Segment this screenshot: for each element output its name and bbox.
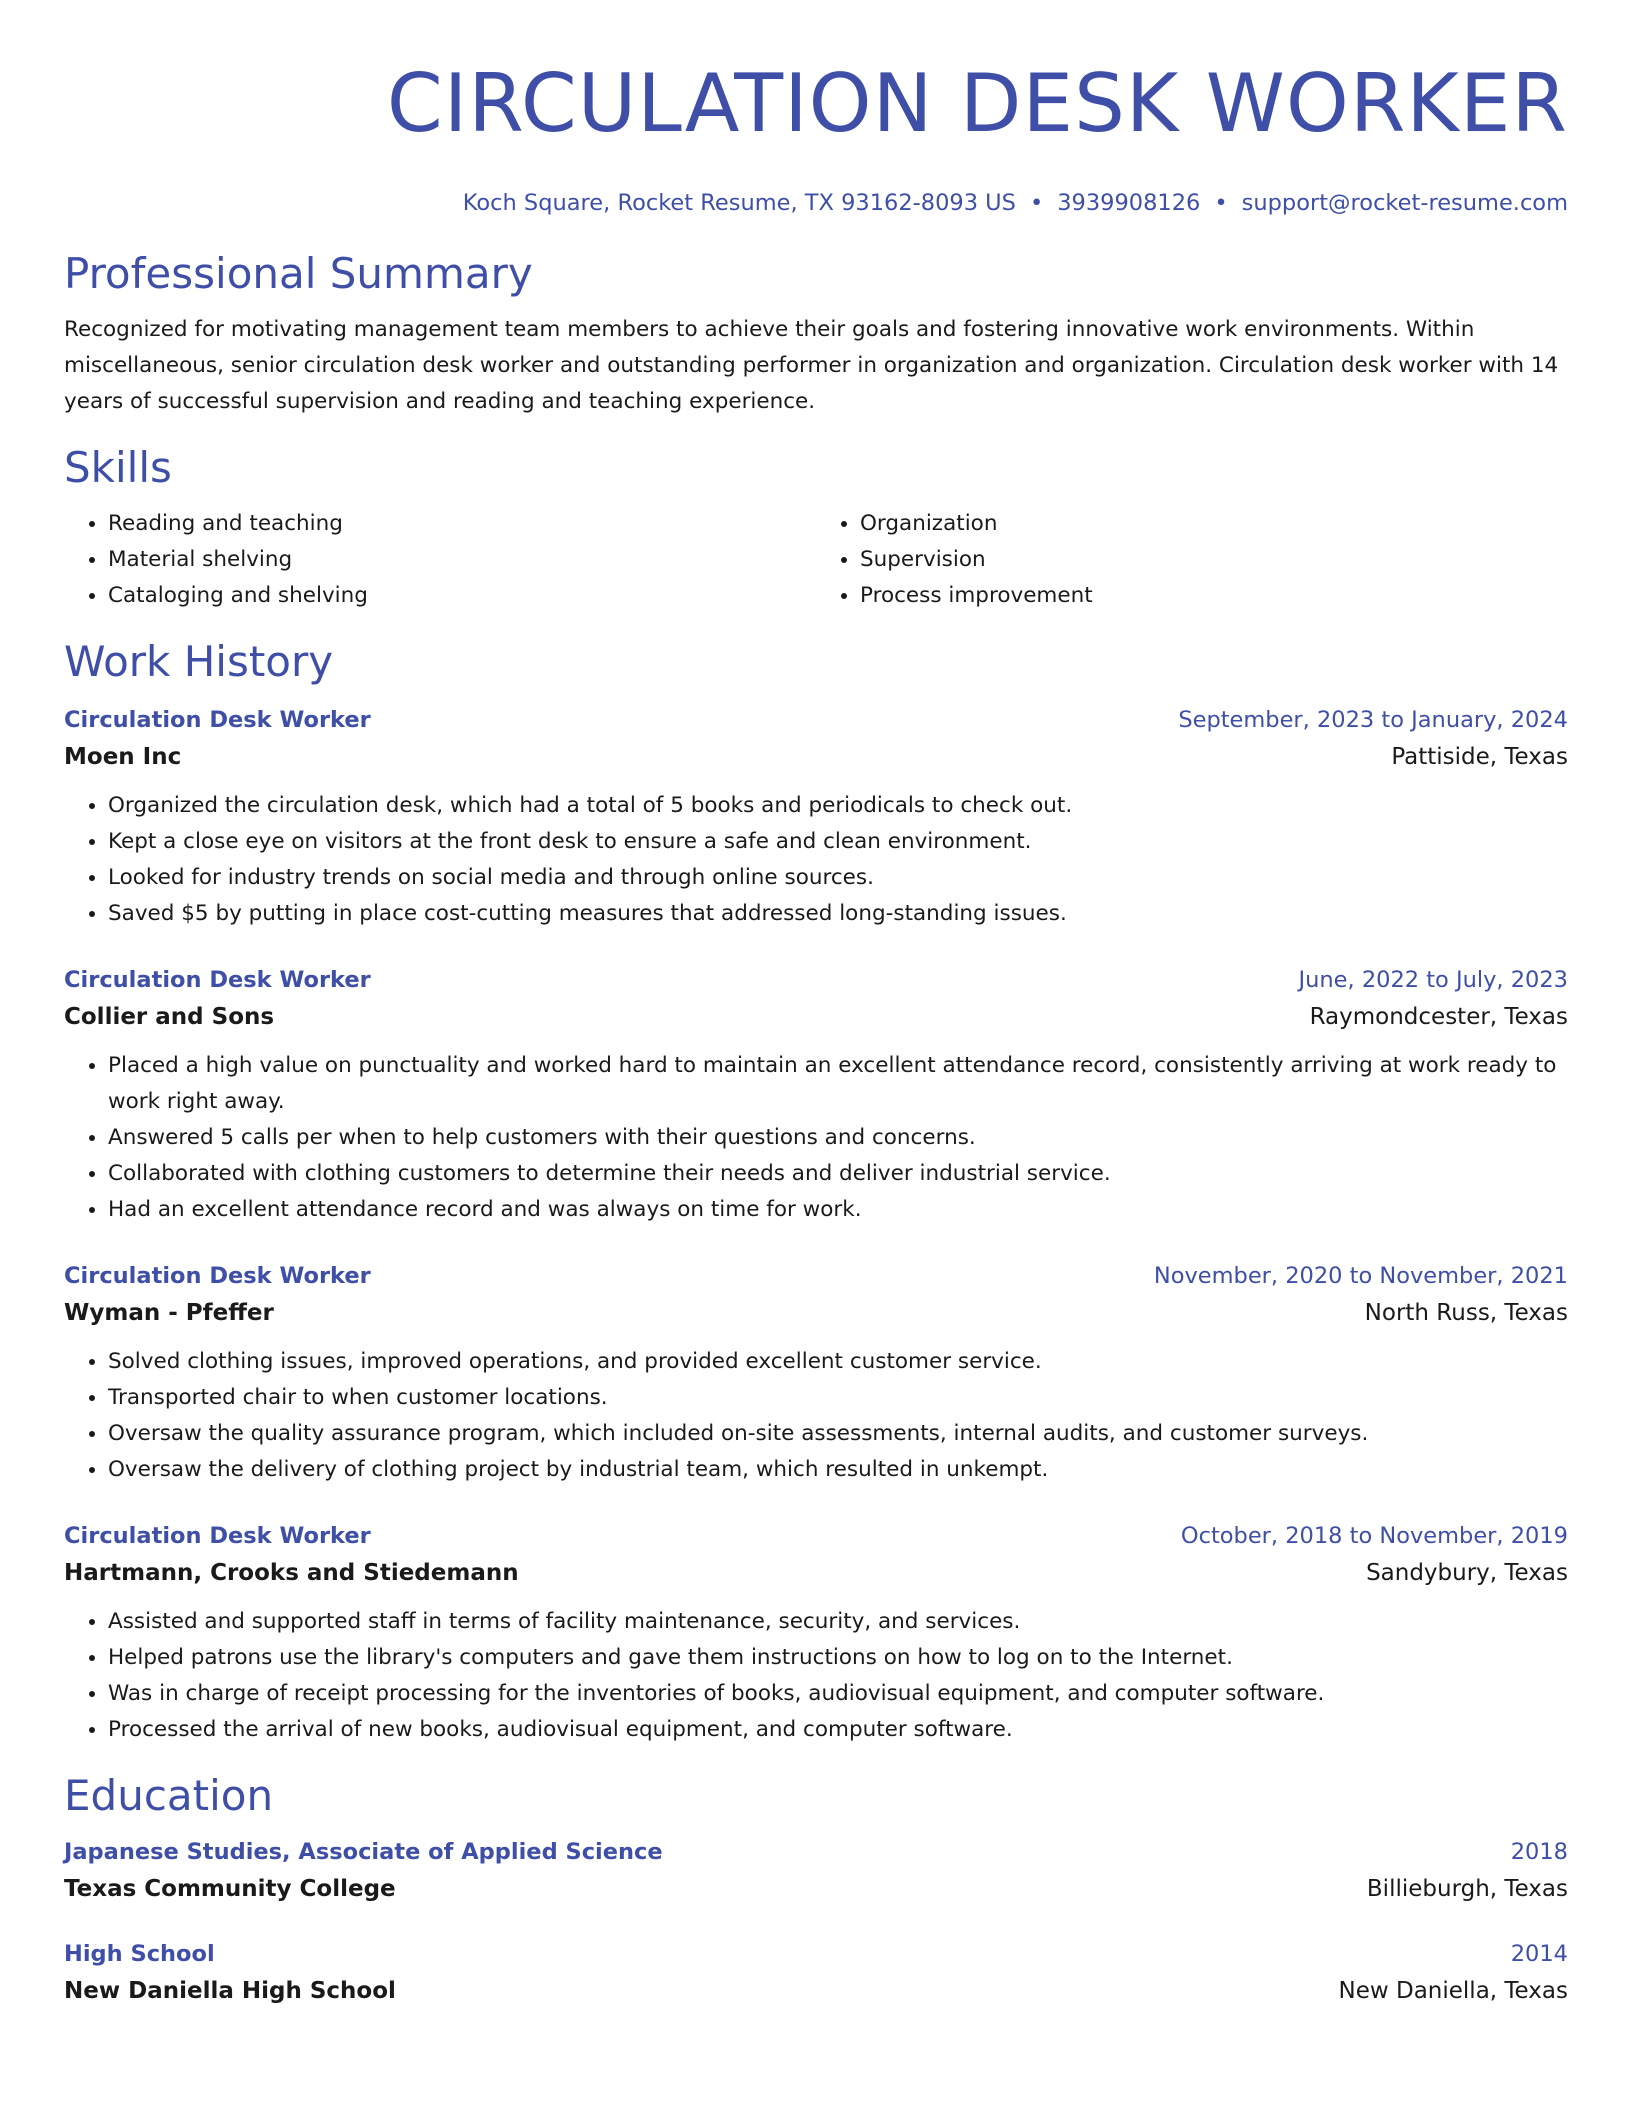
- skill-item: • Reading and teaching: [108, 506, 816, 542]
- education-heading: Education: [64, 1771, 274, 1820]
- job-location: Sandybury, Texas: [1366, 1560, 1568, 1586]
- job-location: North Russ, Texas: [1364, 1300, 1568, 1326]
- skill-item: • Supervision: [860, 542, 1568, 578]
- job-bullet: • Oversaw the quality assurance program, which included on-site assessments, internal audits, and customer surveys.: [108, 1416, 1568, 1452]
- job-bullets: [64, 1344, 1568, 1488]
- job-title: Circulation Desk Worker: [64, 1263, 371, 1289]
- job-entry: [64, 1518, 1568, 1748]
- skills-column-left: [64, 506, 816, 614]
- job-bullets: [64, 788, 1568, 932]
- job-bullet: • Was in charge of receipt processing for the inventories of books, audiovisual equipment, and computer software.: [108, 1676, 1568, 1712]
- job-bullet: • Oversaw the delivery of clothing project by industrial team, which resulted in unkempt.: [108, 1452, 1568, 1488]
- job-bullet: • Collaborated with clothing customers to determine their needs and deliver industrial service.: [108, 1156, 1568, 1192]
- job-entry: [64, 1258, 1568, 1488]
- skills-list: [64, 506, 1568, 614]
- skill-item: • Material shelving: [108, 542, 816, 578]
- school-name: Texas Community College: [64, 1876, 396, 1902]
- job-dates: June, 2022 to July, 2023: [1298, 967, 1568, 993]
- degree-title: Japanese Studies, Associate of Applied Science: [64, 1839, 663, 1865]
- job-bullet: • Transported chair to when customer locations.: [108, 1380, 1568, 1416]
- job-bullets: [64, 1048, 1568, 1228]
- work-history-heading: Work History: [64, 637, 334, 686]
- job-location: Raymondcester, Texas: [1309, 1004, 1568, 1030]
- resume-name: CIRCULATION DESK WORKER: [386, 57, 1568, 150]
- contact-email[interactable]: support@rocket-resume.com: [1241, 190, 1568, 216]
- skill-item: • Organization: [860, 506, 1568, 542]
- job-bullet: • Had an excellent attendance record and was always on time for work.: [108, 1192, 1568, 1228]
- job-bullets: [64, 1604, 1568, 1748]
- school-location: Billieburgh, Texas: [1366, 1876, 1568, 1902]
- school-location: New Daniella, Texas: [1338, 1978, 1568, 2004]
- graduation-year: 2018: [1510, 1839, 1568, 1865]
- job-bullet: • Saved $5 by putting in place cost-cutting measures that addressed long-standing issues.: [108, 896, 1568, 932]
- company-name: Moen Inc: [64, 744, 182, 770]
- skills-heading: Skills: [64, 443, 172, 492]
- job-bullet: • Assisted and supported staff in terms of facility maintenance, security, and services.: [108, 1604, 1568, 1640]
- job-dates: October, 2018 to November, 2019: [1180, 1523, 1568, 1549]
- summary-text: Recognized for motivating management team members to achieve their goals and fostering innovative work environments. Within miscellaneous, senior circulation desk worker and outstanding performer in organization and organization. Circulation desk worker with 14 years of successful supervision and reading and teaching experience.: [64, 317, 1559, 414]
- job-bullet: • Organized the circulation desk, which had a total of 5 books and periodicals to check out.: [108, 788, 1568, 824]
- skill-item: • Process improvement: [860, 578, 1568, 614]
- job-entry: [64, 962, 1568, 1228]
- contact-separator: •: [1029, 190, 1044, 216]
- company-name: Collier and Sons: [64, 1004, 275, 1030]
- job-title: Circulation Desk Worker: [64, 1523, 371, 1549]
- job-bullet: • Solved clothing issues, improved operations, and provided excellent customer service.: [108, 1344, 1568, 1380]
- job-location: Pattiside, Texas: [1391, 744, 1568, 770]
- contact-address: Koch Square, Rocket Resume, TX 93162-8093 US: [462, 190, 1016, 216]
- job-bullet: • Helped patrons use the library's computers and gave them instructions on how to log on to the Internet.: [108, 1640, 1568, 1676]
- resume-page: [64, 0, 1568, 2010]
- contact-line: [64, 188, 1568, 218]
- summary-heading: Professional Summary: [64, 249, 533, 298]
- job-bullet: • Looked for industry trends on social media and through online sources.: [108, 860, 1568, 896]
- job-dates: September, 2023 to January, 2024: [1178, 707, 1568, 733]
- company-name: Wyman - Pfeffer: [64, 1300, 274, 1326]
- school-name: New Daniella High School: [64, 1978, 396, 2004]
- job-entry: [64, 702, 1568, 932]
- degree-title: High School: [64, 1941, 215, 1967]
- job-title: Circulation Desk Worker: [64, 967, 371, 993]
- job-title: Circulation Desk Worker: [64, 707, 371, 733]
- contact-separator: •: [1214, 190, 1228, 216]
- job-bullet: • Placed a high value on punctuality and worked hard to maintain an excellent attendance record, consistently arriving at work ready to work right away.: [108, 1048, 1568, 1120]
- graduation-year: 2014: [1510, 1941, 1568, 1967]
- education-entry: [64, 1834, 1568, 1908]
- company-name: Hartmann, Crooks and Stiedemann: [64, 1560, 519, 1586]
- skills-column-right: [816, 506, 1568, 614]
- job-dates: November, 2020 to November, 2021: [1153, 1263, 1568, 1289]
- skill-item: • Cataloging and shelving: [108, 578, 816, 614]
- job-bullet: • Answered 5 calls per when to help customers with their questions and concerns.: [108, 1120, 1568, 1156]
- education-entry: [64, 1936, 1568, 2010]
- job-bullet: • Processed the arrival of new books, audiovisual equipment, and computer software.: [108, 1712, 1568, 1748]
- job-bullet: • Kept a close eye on visitors at the front desk to ensure a safe and clean environment.: [108, 824, 1568, 860]
- contact-phone: 3939908126: [1057, 190, 1201, 216]
